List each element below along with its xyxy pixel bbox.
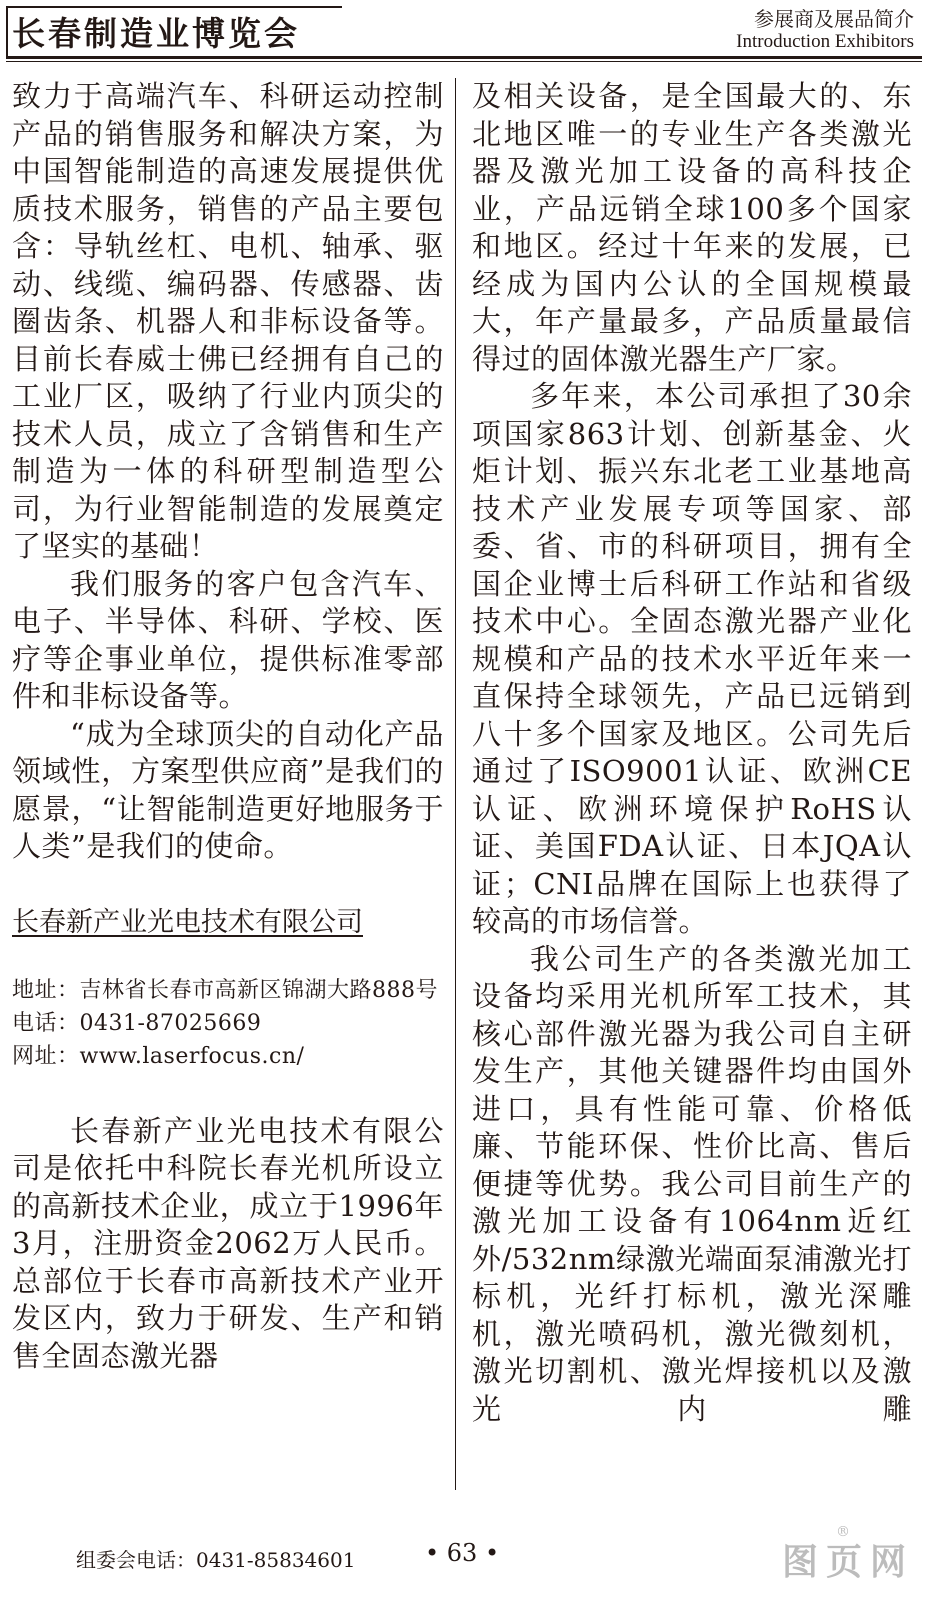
publication-title: 长春制造业博览会 (12, 14, 300, 53)
watermark-logo (764, 1524, 914, 1590)
page-number: • 63 • (425, 1539, 500, 1567)
contact-info (12, 974, 444, 1073)
company-name-heading: 长春新产业光电技术有限公司 (12, 906, 363, 938)
phone-text: 电话：0431-87025669 (12, 1010, 262, 1036)
address-text: 地址：吉林省长春市高新区锦湖大路888号 (12, 977, 438, 1003)
watermark-text: 图页网 (781, 1541, 914, 1583)
registered-mark-icon: ® (836, 1524, 850, 1540)
page-footer (0, 1520, 928, 1600)
page-header (0, 0, 928, 68)
column-divider (455, 78, 456, 1490)
section-title-en: Introduction Exhibitors (736, 31, 914, 52)
paragraph-products: 我公司生产的各类激光加工设备均采用光机所军工技术，其核心部件激光器为我公司自主研发生产，其他关键器件均由国外进口，具有性能可靠、价格低廉、节能环保、性价比高、售后便捷等优势。我公司目前生产的激光加工设备有1064nm近红外/532nm绿激光端面泵浦激光打标机，光纤打标机，激光深雕机，激光喷码机，激光微刻机，激光切割机、激光焊接机以及激光内雕 (472, 941, 912, 1426)
header-rule-thick (6, 56, 922, 59)
paragraph-projects: 多年来，本公司承担了30余项国家863计划、创新基金、火炬计划、振兴东北老工业基地高技术产业发展专项等国家、部委、省、市的科研项目，拥有全国企业博士后科研工作站和省级技术中心。全固态激光器产业化规模和产品的技术水平近年来一直保持全球领先，产品已远销到八十多个国家及地区。公司先后通过了ISO9001认证、欧洲CE认证、欧洲环境保护RoHS认证、美国FDA认证、日本JQA认证；CNI品牌在国际上也获得了较高的市场信誉。 (472, 379, 912, 938)
paragraph-vision: “成为全球顶尖的自动化产品领域性，方案型供应商”是我们的愿景，“让智能制造更好地服务于人类”是我们的使命。 (12, 716, 444, 863)
section-title-cn: 参展商及展品简介 (754, 7, 914, 31)
paragraph-company-intro: 长春新产业光电技术有限公司是依托中科院长春光机所设立的高新技术企业，成立于1996年3月，注册资金2062万人民币。总部位于长春市高新技术产业开发区内，致力于研发、生产和销售全固态激光器 (12, 1113, 444, 1373)
paragraph-continued-right: 及相关设备，是全国最大的、东北地区唯一的专业生产各类激光器及激光加工设备的高科技企业，产品远销全球100多个国家和地区。经过十年来的发展，已经成为国内公认的全国规模最大，年产量最多，产品质量最信得过的固体激光器生产厂家。 (472, 79, 912, 376)
website-text: 网址：www.laserfocus.cn/ (12, 1043, 305, 1069)
paragraph-customers: 我们服务的客户包含汽车、电子、半导体、科研、学校、医疗等企事业单位，提供标准零部件和非标设备等。 (12, 566, 444, 713)
organizer-phone: 组委会电话：0431-85834601 (76, 1548, 356, 1572)
header-rule-thin (6, 61, 922, 62)
right-column (472, 78, 912, 1428)
left-column (12, 78, 444, 1375)
paragraph-continued: 致力于高端汽车、科研运动控制产品的销售服务和解决方案，为中国智能制造的高速发展提供优质技术服务，销售的产品主要包含：导轨丝杠、电机、轴承、驱动、线缆、编码器、传感器、齿圈齿条、机器人和非标设备等。目前长春威士佛已经拥有自己的工业厂区，吸纳了行业内顶尖的技术人员，成立了含销售和生产制造为一体的科研型制造型公司，为行业智能制造的发展奠定了坚实的基础！ (12, 79, 444, 563)
